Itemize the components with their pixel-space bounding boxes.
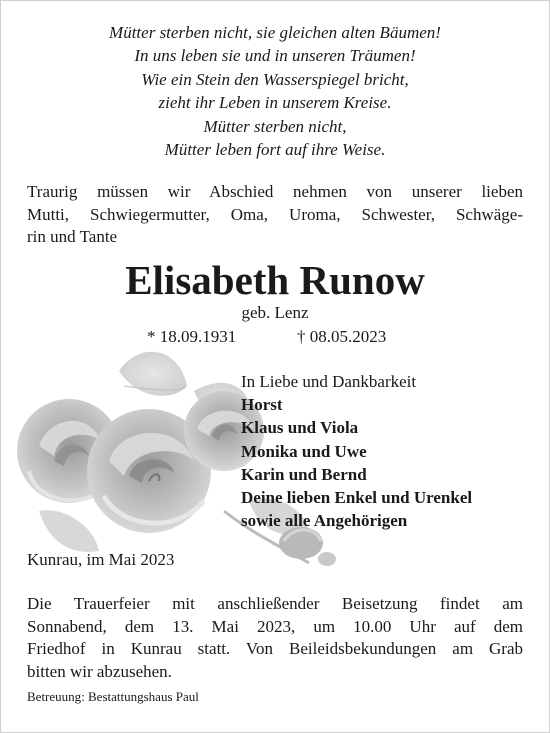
maiden-name: geb. Lenz: [241, 303, 309, 322]
intro-line: Mutti, Schwiegermutter, Oma, Uroma, Schwester, Schwäge-: [27, 204, 523, 224]
poem-line: Mütter sterben nicht, sie gleichen alten Bäumen!: [109, 23, 441, 42]
mourners-list: [241, 370, 472, 532]
funeral-line: bitten wir abzusehen.: [27, 661, 172, 681]
mourner-name: Monika und Uwe: [241, 441, 367, 461]
place-date: Kunrau, im Mai 2023: [27, 550, 175, 569]
intro-line: Traurig müssen wir Abschied nehmen von unserer lieben: [27, 182, 523, 201]
mourner-name: Karin und Bernd: [241, 464, 367, 484]
mourner-name: sowie alle Angehörigen: [241, 511, 408, 531]
mourner-name: Deine lieben Enkel und Urenkel: [241, 488, 473, 508]
mourners-intro: In Liebe und Dankbarkeit: [241, 372, 417, 391]
poem-line: Mütter leben fort auf ihre Weise.: [164, 140, 386, 160]
funeral-home-credit: Betreuung: Bestattungshaus Paul: [27, 689, 199, 704]
death-date: † 08.05.2023: [297, 327, 387, 346]
funeral-line: Die Trauerfeier mit anschließender Beisetzung findet am: [27, 594, 523, 613]
intro-text: [27, 181, 523, 249]
intro-line: rin und Tante: [27, 227, 118, 246]
mourner-name: Klaus und Viola: [241, 418, 359, 438]
poem-line: zieht ihr Leben in unserem Kreise.: [158, 93, 392, 113]
funeral-line: Friedhof in Kunrau statt. Von Beileidsbekundungen am Grab: [27, 639, 523, 658]
funeral-line: Sonnabend, dem 13. Mai 2023, um 10.00 Uhr auf dem: [27, 616, 523, 636]
poem-line: In uns leben sie und in unseren Träumen!: [134, 46, 416, 66]
mourner-name: Horst: [241, 395, 283, 415]
poem-line: Mütter sterben nicht,: [203, 116, 347, 136]
deceased-name: Elisabeth Runow: [125, 257, 425, 303]
funeral-info: [27, 593, 523, 683]
poem: [1, 21, 549, 161]
poem-line: Wie ein Stein den Wasserspiegel bricht,: [141, 69, 409, 89]
birth-date: * 18.09.1931: [147, 327, 237, 346]
